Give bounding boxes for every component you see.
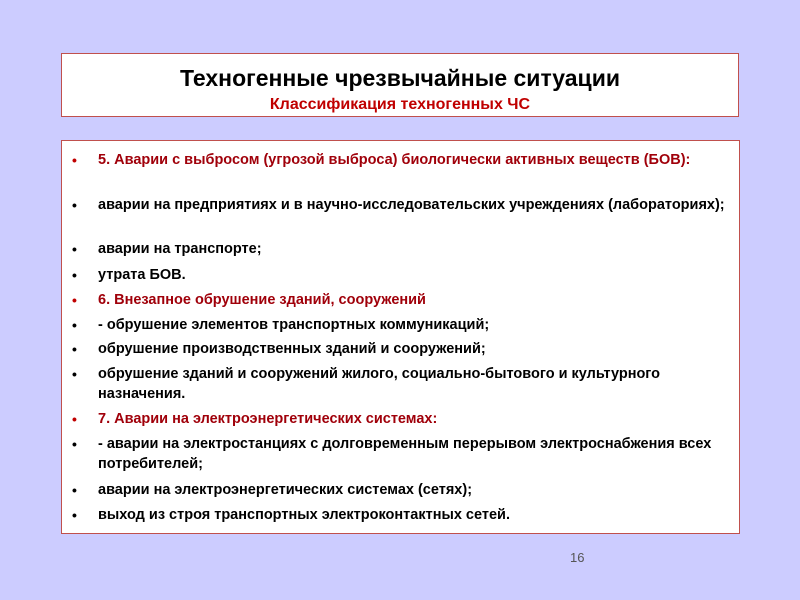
bullet-icon: • — [72, 317, 77, 333]
bullet-icon: • — [72, 197, 77, 213]
bullet-icon: • — [72, 366, 77, 382]
list-item-text: аварии на транспорте; — [98, 241, 262, 257]
list-item-text: 6. Внезапное обрушение зданий, сооружений — [98, 292, 426, 308]
bullet-icon: • — [72, 241, 77, 257]
slide-title: Техногенные чрезвычайные ситуации — [180, 65, 620, 91]
list-item-text: аварии на предприятиях и в научно-исследовательских учреждениях (лабораториях); — [98, 197, 725, 213]
bullet-icon: • — [72, 341, 77, 357]
bullet-icon: • — [72, 292, 77, 308]
list-item-text: обрушение зданий и сооружений жилого, социально-бытового и культурного назначения. — [98, 366, 661, 402]
bullet-icon: • — [72, 411, 77, 427]
list-item-text: аварии на электроэнергетических системах (сетях); — [98, 482, 473, 498]
page-number: 16 — [570, 550, 585, 565]
title-box — [61, 53, 739, 117]
slide-subtitle: Классификация техногенных ЧС — [269, 96, 531, 113]
list-item-text: 7. Аварии на электроэнергетических системах: — [98, 411, 438, 427]
list-item-text: утрата БОВ. — [98, 267, 186, 283]
bullet-icon: • — [72, 152, 77, 168]
bullet-icon: • — [72, 267, 77, 283]
list-item-text: - обрушение элементов транспортных коммуникаций; — [98, 317, 490, 333]
list-item-text: выход из строя транспортных электроконтактных сетей. — [98, 507, 510, 523]
bullet-icon: • — [72, 482, 77, 498]
list-item-text: - аварии на электростанциях с долговременным перерывом электроснабжения всех потребителей; — [98, 436, 712, 472]
content-box — [61, 140, 740, 534]
bullet-icon: • — [72, 507, 77, 523]
list-item-text: 5. Аварии с выбросом (угрозой выброса) биологически активных веществ (БОВ): — [98, 152, 691, 168]
list-item-text: обрушение производственных зданий и сооружений; — [98, 341, 486, 357]
bullet-icon: • — [72, 436, 77, 452]
